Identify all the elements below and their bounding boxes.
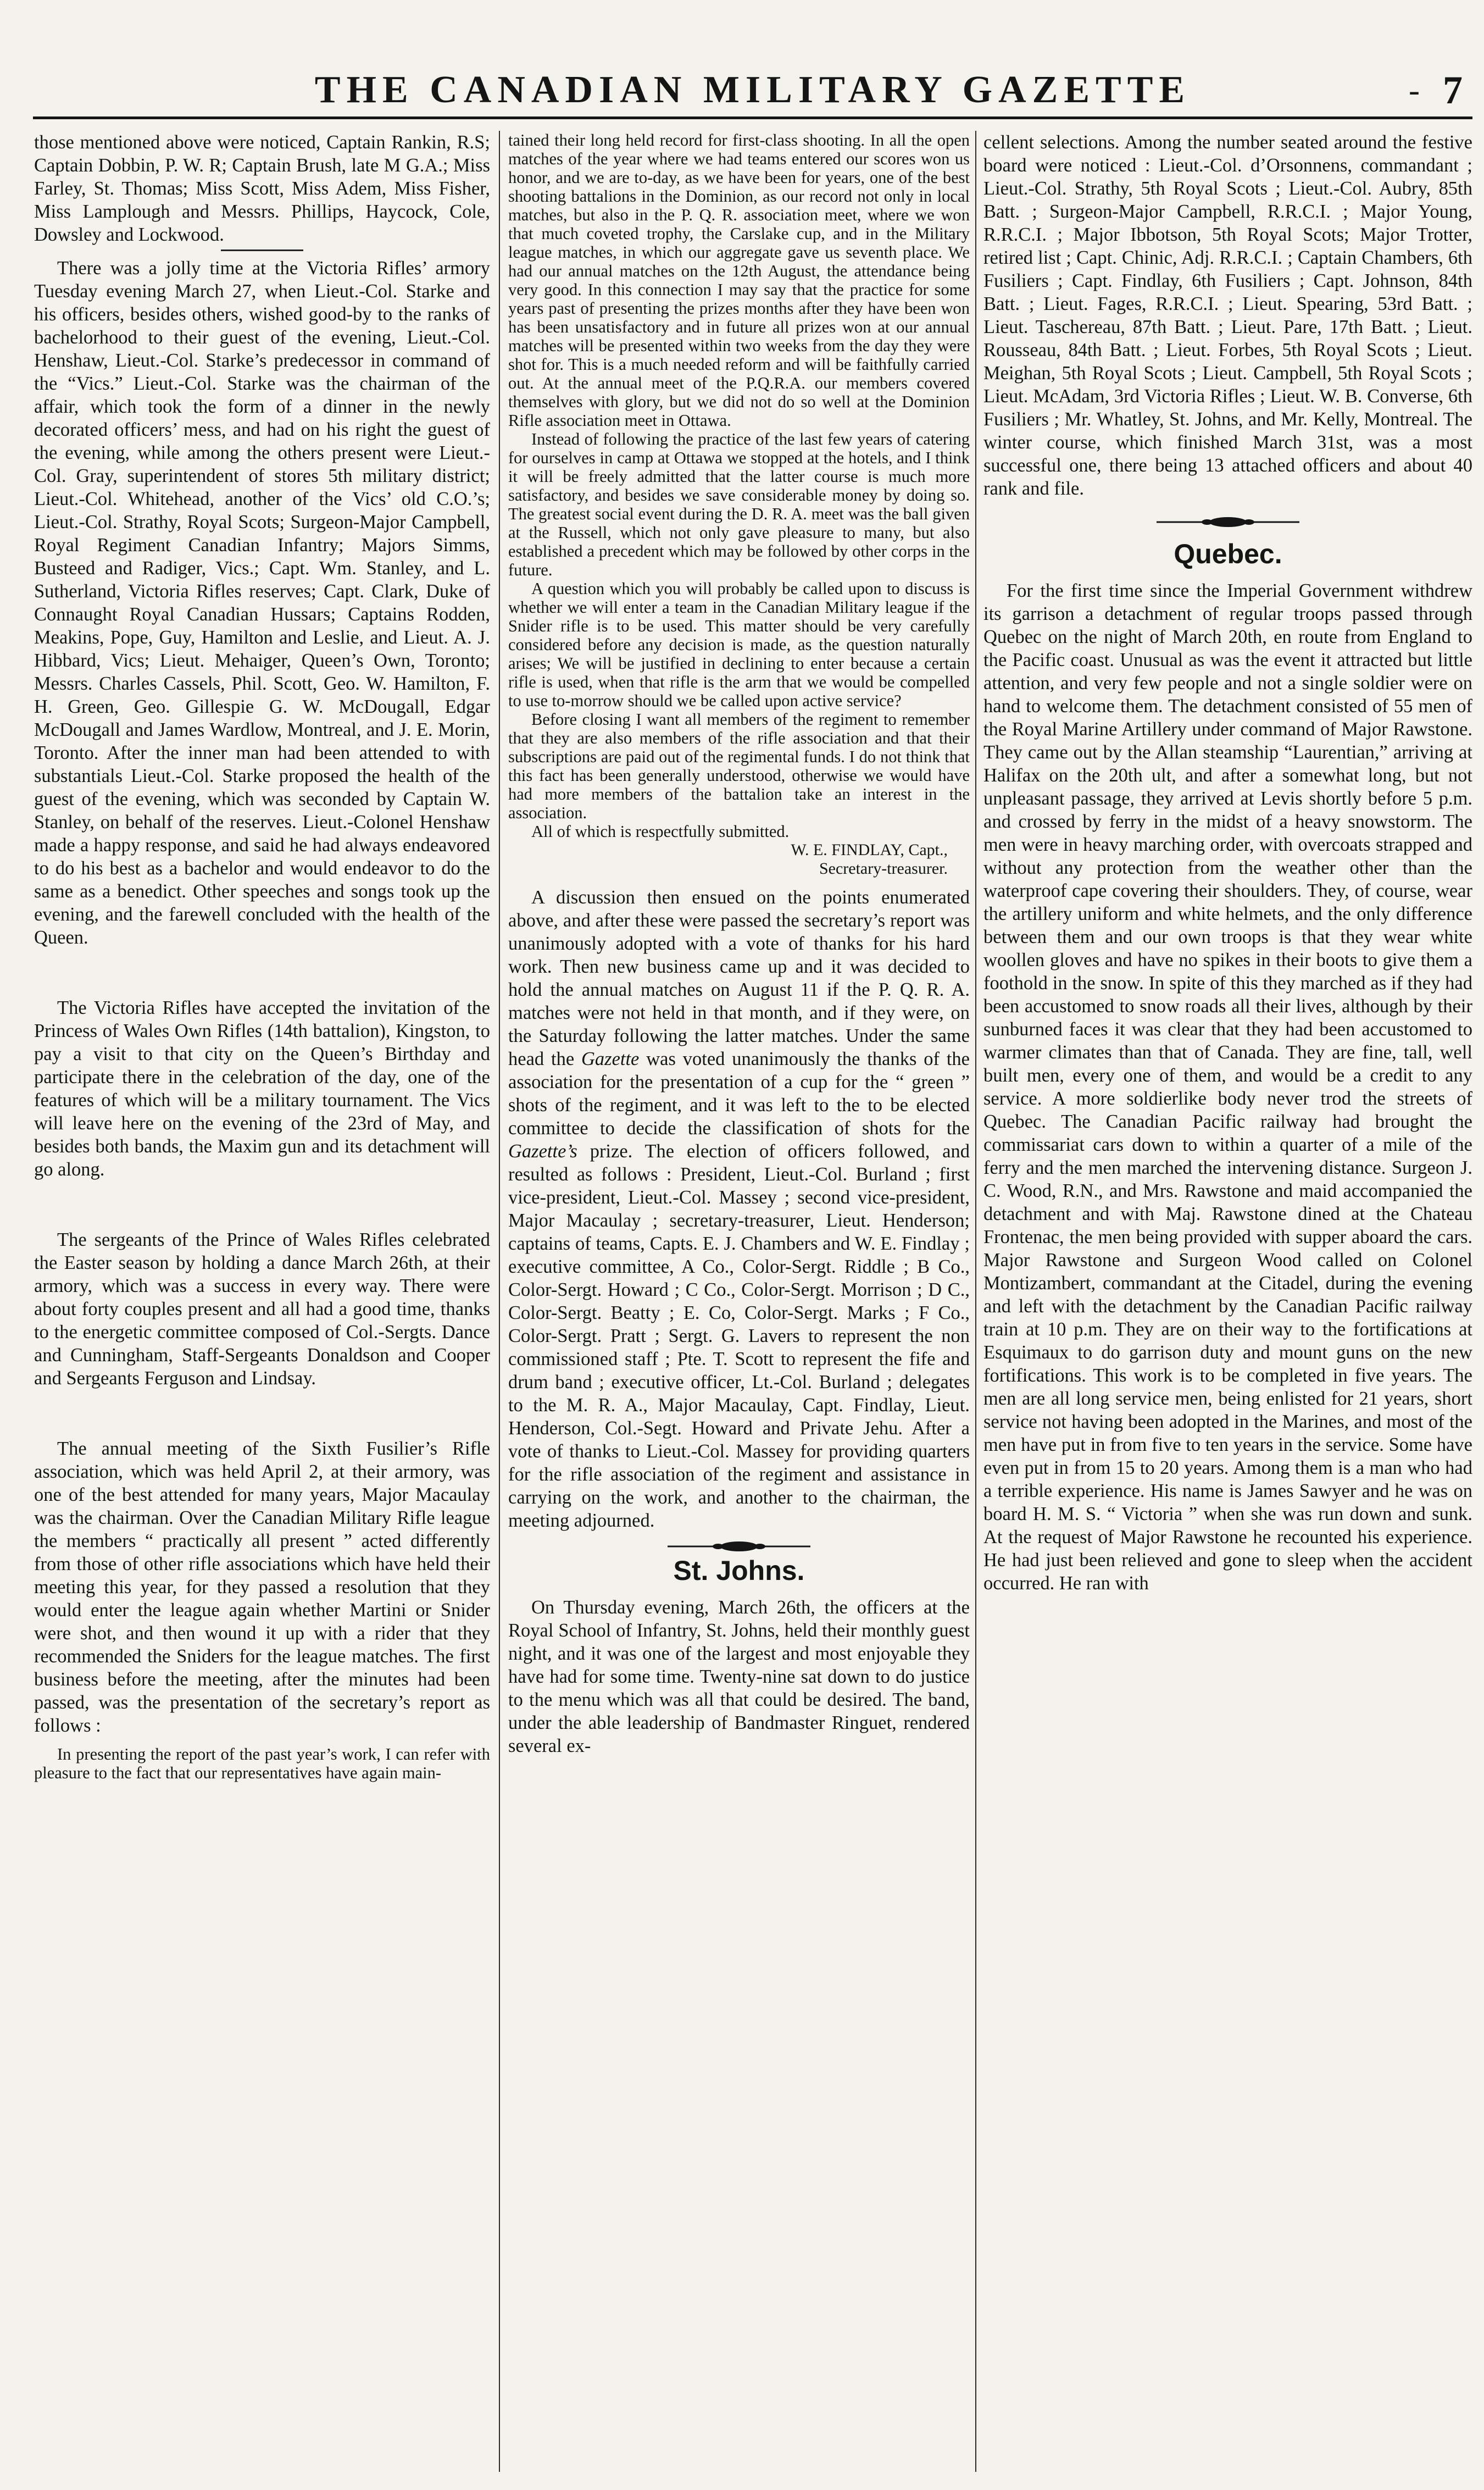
italic-gazettes: Gazette’s — [508, 1141, 577, 1162]
column-divider-2 — [975, 131, 976, 2472]
section-ornament — [668, 1540, 810, 1553]
paragraph-discussion-election — [508, 886, 970, 1532]
text-segment: A discussion then ensued on the points enumerated above, and after these were passed the secretary’s report was unanimously adopted with a vote of thanks for his hard work. Then new business came up and it was decided to hold the annual matches on August 11 if the P. Q. R. A. matches were not held in that month, and if they were, on the Saturday following the latter matches. Under the same head the — [508, 887, 970, 1069]
short-divider — [221, 249, 303, 251]
masthead-rule — [33, 117, 1472, 119]
paragraph-victoria-rifles-kingston: The Victoria Rifles have accepted the invitation of the Princess of Wales Own Rifles (14th battalion), Kingston, to pay a visit to that city on the Queen’s Birthday and participate there in the celebration of the day, one of the features of which will be a military tournament. The Vics will leave here on the evening of the 23rd of May, and besides both bands, the Maxim gun and its detachment will go along. — [34, 997, 490, 1180]
paragraph-quebec-marines: For the first time since the Imperial Government withdrew its garrison a detachment of regular troops passed through Quebec on the night of March 20th, en route from England to the Pacific coast. Unusual as was the event it attracted but little attention, and very few people and not a single soldier were on hand to welcome them. The detachment consisted of 55 men of the Royal Marine Artillery under command of Major Rawstone. They came out by the Allan steamship “Laurentian,” arriving at Halifax on the 20th ult, and after a somewhat long, but not unpleasant passage, they arrived at Levis shortly before 5 p.m. and crossed by ferry in the midst of a heavy snowstorm. The men were in heavy marching order, with overcoats strapped and without any protection from the weather other than the waterproof cape covering their shoulders. They, of course, wear the artillery uniform and white helmets, and the only difference between them and our own troops is that they wear white woollen gloves and have no spikes in their boots to give them a foothold in the snow. In spite of this they marched as if they had been accustomed to snow roads all their lives, although by their sunburned faces it was clear that they had been accustomed to warmer climates than that of Canada. They are fine, tall, well built men, every one of them, and would be a credit to any service. A more soldierlike body never trod the streets of Quebec. The Canadian Pacific railway had brought the commissariat cars down to within a quarter of a mile of the ferry and the men marched the intervening distance. Surgeon J. C. Wood, R.N., and Mrs. Rawstone and maid accompanied the detachment and with Maj. Rawstone dined at the Chateau Frontenac, the men being provided with supper aboard the cars. Major Rawstone and Surgeon Wood called on Colonel Montizambert, commandant at the Citadel, during the evening and left with the detachment by the Canadian Pacific railway train at 10 p.m. They are on their way to the fortifications at Esquimaux to do garrison duty and mount guns on the new fortifications. This work is to be completed in five years. The men are all long service men, being enlisted for 21 years, short service not having been adopted in the Marines, and most of the men have put in from five to ten years in the service. Some have even put in from 15 to 20 years. Among them is a man who had a terrible experience. His name is James Sawyer and he was on board H. M. S. “ Victoria ” when she was run down and sunk. At the request of Major Rawstone he recounted his experience. He had just been relieved and gone to sleep when the accident occurred. He ran with — [983, 580, 1472, 1594]
text-segment: was voted unanimously the thanks of the association for the presentation of a cup for the “ green ” shots of the regiment, and it was left to the to be elected committee to decide the classification of shots for the — [508, 1049, 970, 1139]
column-3 — [983, 131, 1472, 2466]
masthead-dash: - — [1409, 72, 1420, 108]
paragraph-report-snider-question: A question which you will probably be called upon to discuss is whether we will enter a team in the Canadian Military league if the Snider rifle is to be used. This matter should be very carefully considered before any decision is made, as the question naturally arises; We will be justified in declining to enter because a certain rifle is used, when that rifle is the arm that we would be compelled to use to-morrow should we be called upon active service? — [508, 579, 970, 710]
column-break-space — [34, 949, 490, 996]
paragraph-st-johns-continued: cellent selections. Among the number seated around the festive board were noticed : Lieut.-Col. d’Orsonnens, commandant ; Lieut.-Col. Strathy, 5th Royal Scots ; Lieut.-Col. Aubry, 85th Batt. ; Surgeon-Major Campbell, R.R.C.I. ; Major Young, R.R.C.I. ; Major Ibbotson, 5th Royal Scots; Major Trotter, retired list ; Capt. Chinic, Adj. R.R.C.I. ; Captain Chambers, 6th Fusiliers ; Capt. Findlay, 6th Fusiliers ; Capt. Johnson, 84th Batt. ; Lieut. Fages, R.R.C.I. ; Lieut. Spearing, 53rd Batt. ; Lieut. Taschereau, 87th Batt. ; Lieut. Pare, 17th Batt. ; Lieut. Rousseau, 84th Batt. ; Lieut. Forbes, 5th Royal Scots ; Lieut. Meighan, 5th Royal Scots ; Lieut. Campbell, 5th Royal Scots ; Lieut. McAdam, 3rd Victoria Rifles ; Lieut. W. B. Converse, 6th Fusiliers ; Mr. Whatley, St. Johns, and Mr. Kelly, Montreal. The winter course, which finished March 31st, was a most successful one, there being 13 attached officers and about 40 rank and file. — [983, 132, 1472, 499]
paragraph-report-ottawa-hotels: Instead of following the practice of the last few years of catering for ourselves in camp at Ottawa we stopped at the hotels, and I think it will be freely admitted that the latter course is much more satisfactory, and besides we save considerable money by doing so. The greatest social event during the D. R. A. meet was the ball given at the Russell, which not only gave pleasure to many, but also established a precedent which may be followed by other corps in the future. — [508, 430, 970, 579]
signature-name: W. E. FINDLAY, Capt., — [791, 841, 948, 859]
paragraph-victoria-rifles-dinner: There was a jolly time at the Victoria Rifles’ armory Tuesday evening March 27, when Lieut.-Col. Starke and his officers, besides others, wished good-by to the ranks of bachelorhood to their guest of the evening, Lieut.-Col. Henshaw, Lieut.-Col. Starke’s predecessor in command of the “Vics.” Lieut.-Col. Starke was the chairman of the affair, which took the form of a dinner in the newly decorated officers’ mess, and had on his right the guest of the evening, while among the others present were Lieut.-Col. Gray, superintendent of stores 5th military district; Lieut.-Col. Whitehead, another of the Vics’ old C.O.’s; Lieut.-Col. Strathy, Royal Scots; Surgeon-Major Campbell, Royal Regiment Canadian Infantry; Majors Simms, Busteed and Radiger, Vics.; Capt. Wm. Stanley, and L. Sutherland, Victoria Rifles reserves; Capt. Clark, Duke of Connaught Royal Canadian Hussars; Captains Rodden, Meakins, Pope, Guy, Hamilton and Leslie, and Lieut. A. J. Hibbard, Vics; Lieut. Mehaiger, Queen’s Own, Toronto; Messrs. Charles Cassels, Phil. Scott, Geo. W. Hamilton, F. H. Green, Geo. Gillespie G. W. McDougall, Edgar McDougall and James Wardlow, Montreal, and J. E. Morin, Toronto. After the inner man had been attended to with substantials Lieut.-Col. Starke proposed the health of the guest of the evening, which was seconded by Captain W. Stanley, on behalf of the reserves. Lieut.-Colonel Henshaw made a happy response, and said he had always endeavored to do his best as a bachelor and would endeavor to do the same as a benedict. Other speeches and songs took up the evening, and the farewell concluded with the health of the Queen. — [34, 258, 490, 948]
column-break-space — [34, 1390, 490, 1437]
paragraph-report-shooting-record: tained their long held record for first-class shooting. In all the open matches of the year where we had teams entered our scores won us honor, and we are to-day, as we have been for years, one of the best shooting battalions in the Dominion, as our record not only in local matches, but also in the P. Q. R. association meet, where we won that much coveted trophy, the Carslake cup, and in the Military league matches, in which our aggregate gave us seventh place. We had our annual matches on the 12th August, the attendance being very good. In this connection I may say that the practice for some years past of presenting the prizes months after they have been won has been unsatisfactory and in future all prizes won at our annual matches will be presented within two weeks from the day they were shot for. This is a much needed reform and will be faithfully carried out. At the annual meet of the P.Q.R.A. our members covered themselves with glory, but we did not do so well at the Dominion Rifle association meet in Ottawa. — [508, 131, 970, 430]
masthead — [33, 65, 1472, 115]
paragraph-st-johns: On Thursday evening, March 26th, the officers at the Royal School of Infantry, St. Johns, held their monthly guest night, and it was one of the largest and most enjoyable they have had for some time. Twenty-nine sat down to do justice to the menu which was all that could be desired. The band, under the able leadership of Bandmaster Ringuet, rendered several ex- — [508, 1597, 970, 1756]
page-number: 7 — [1443, 68, 1463, 112]
column-2 — [508, 131, 970, 2466]
column-break-space — [34, 1181, 490, 1228]
paragraph-prince-of-wales-dance: The sergeants of the Prince of Wales Rifles celebrated the Easter season by holding a dance March 26th, at their armory, which was a success in every way. There were about forty couples present and all had a good time, thanks to the energetic committee composed of Col.-Sergts. Dance and Cunningham, Staff-Sergeants Donaldson and Cooper and Sergeants Ferguson and Lindsay. — [34, 1229, 490, 1389]
section-heading-quebec: Quebec. — [1174, 539, 1282, 569]
paragraph-sixth-fusiliers-meeting: The annual meeting of the Sixth Fusilier’s Rifle association, which was held April 2, at their armory, was one of the best attended for many years, Major Macaulay was the chairman. Over the Canadian Military Rifle league the members “ practically all present ” acted differently from those of other rifle associations which have held their meeting this year, for they passed a resolution that they would enter the league again whether Martini or Snider were shot, and then wound it up with a rider that they recommended the Sniders for the league matches. The first business before the meeting, after the minutes had been passed, was the presentation of the secretary’s report as follows : — [34, 1438, 490, 1736]
column-1 — [34, 131, 490, 2466]
paragraph-report-closing: Before closing I want all members of the regiment to remember that they are also members of the rifle association and that their subscriptions are paid out of the regimental funds. I do not think that this fact has been generally understood, otherwise we would have had more members of the battalion take an interest in the association. — [508, 710, 970, 822]
section-ornament — [1157, 515, 1299, 529]
section-heading-st-johns: St. Johns. — [673, 1555, 805, 1586]
italic-gazette: Gazette — [581, 1049, 640, 1069]
text-segment: prize. The election of officers followed, and resulted as follows : President, Lieut.-Col. Burland ; first vice-president, Lieut.-Col. Massey ; second vice-president, Major Macaulay ; secretary-treasurer, Lieut. Henderson; captains of teams, Capts. E. J. Chambers and W. E. Findlay ; executive committee, A Co., Color-Sergt. Riddle ; B Co., Color-Sergt. Howard ; C Co., Color-Sergt. Morrison ; D C., Color-Sergt. Beatty ; E. Co, Color-Sergt. Marks ; F Co., Color-Sergt. Pratt ; Sergt. G. Lavers to represent the non commissioned staff ; Pte. T. Scott to represent the fife and drum band ; executive officer, Lt.-Col. Burland ; delegates to the M. R. A., Major Macaulay, Capt. Findlay, Lieut. Henderson, Col.-Segt. Howard and Private Jehu. After a vote of thanks to Lieut.-Col. Massey for providing quarters for the rifle association of the regiment and assistance in carrying on the work, and another to the chairman, the meeting adjourned. — [508, 1141, 970, 1531]
masthead-title: THE CANADIAN MILITARY GAZETTE — [314, 69, 1191, 111]
paragraph-secretary-report-start: In presenting the report of the past year’s work, I can refer with pleasure to the fact that our representatives have again main- — [34, 1745, 490, 1782]
signature-title: Secretary-treasurer. — [819, 859, 948, 878]
column-divider-1 — [499, 131, 500, 2472]
paragraph-report-submitted: All of which is respectfully submitted. — [531, 822, 790, 841]
paragraph-guests-continued: those mentioned above were noticed, Captain Rankin, R.S; Captain Dobbin, P. W. R; Captain Brush, late M G.A.; Miss Farley, St. Thomas; Miss Scott, Miss Adem, Miss Fisher, Miss Lamplough and Messrs. Phillips, Haycock, Cole, Dowsley and Lockwood. — [34, 132, 490, 245]
